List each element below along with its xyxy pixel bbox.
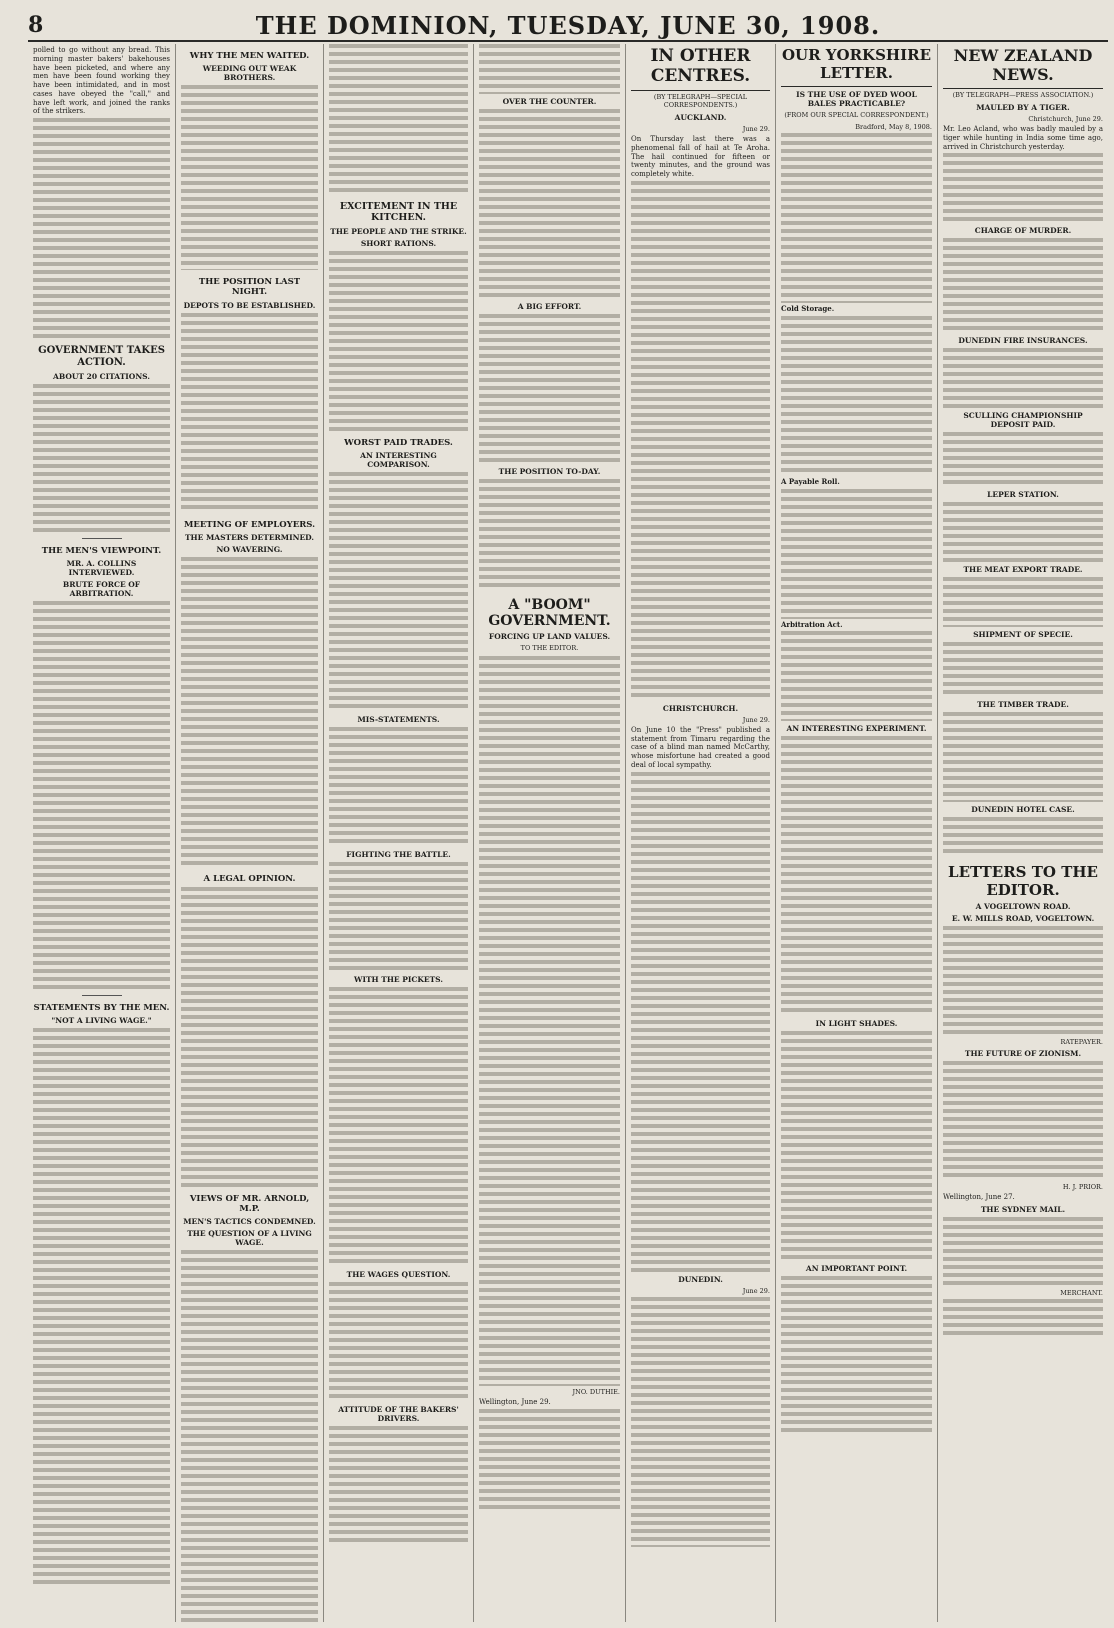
dateline: June 29. — [742, 125, 770, 133]
article-text — [943, 348, 1103, 408]
article-text — [33, 1028, 170, 1588]
article-lead: Mr. Leo Acland, who was badly mauled by a tiger while hunting in India some time ago, arrived in Christchurch yesterday. — [943, 125, 1103, 151]
headline: EXCITEMENT IN THE KITCHEN. — [339, 201, 458, 224]
article-text — [631, 772, 770, 1272]
headline: THE POSITION LAST NIGHT. — [198, 277, 301, 298]
column-7 — [938, 44, 1108, 1622]
subheading: THE TIMBER TRADE. — [977, 700, 1069, 710]
byline: (BY TELEGRAPH—PRESS ASSOCIATION.) — [952, 91, 1094, 99]
subheading: THE MEAT EXPORT TRADE. — [963, 565, 1083, 575]
article-text — [479, 109, 620, 299]
article-text — [479, 314, 620, 464]
dateline: Christchurch, June 29. — [1028, 115, 1103, 123]
dateline: Wellington, June 27. — [943, 1193, 1015, 1202]
article-text — [329, 44, 468, 194]
headline: GOVERNMENT TAKES ACTION. — [38, 345, 165, 368]
article-text — [479, 1409, 620, 1509]
headline: WORST PAID TRADES. — [344, 437, 453, 448]
dateline: Bradford, May 8, 1908. — [855, 123, 932, 131]
subheading: NO WAVERING. — [216, 544, 283, 554]
article-text — [329, 727, 468, 847]
article-text — [329, 1426, 468, 1546]
subheading: Cold Storage. — [781, 304, 835, 313]
article-text — [781, 631, 932, 721]
article-text — [781, 316, 932, 476]
article-text — [479, 479, 620, 589]
headline: STATEMENTS BY THE MEN. — [33, 1003, 170, 1014]
subheading: IN LIGHT SHADES. — [815, 1019, 898, 1029]
subheading: SCULLING CHAMPIONSHIP DEPOSIT PAID. — [963, 411, 1083, 430]
subheading: MEN'S TACTICS CONDEMNED. — [183, 1217, 316, 1227]
article-lead: On June 10 the "Press" published a statement from Timaru regarding the case of a blind man named McCarthy, whose misfortune had created a good deal of local sympathy. — [631, 725, 770, 769]
subheading: BRUTE FORCE OF ARBITRATION. — [62, 580, 141, 599]
subheading: THE POSITION TO-DAY. — [498, 467, 601, 476]
subheading: THE SYDNEY MAIL. — [980, 1205, 1066, 1214]
section-headline: OUR YORKSHIRE LETTER. — [781, 44, 932, 87]
subheading: DUNEDIN HOTEL CASE. — [971, 805, 1075, 815]
subheading: THE WAGES QUESTION. — [346, 1269, 451, 1279]
headline: A LEGAL OPINION. — [203, 873, 296, 884]
article-text — [329, 1282, 468, 1402]
article-text — [479, 656, 620, 1386]
subheading: Arbitration Act. — [781, 619, 843, 629]
column-4 — [474, 44, 626, 1622]
article-text — [181, 85, 318, 270]
subheading: AN INTERESTING COMPARISON. — [360, 450, 437, 469]
article-text — [943, 712, 1103, 802]
subheading: OVER THE COUNTER. — [502, 97, 597, 106]
article-text — [329, 987, 468, 1267]
subheading: LEPER STATION. — [987, 490, 1059, 500]
subheading: TO THE EDITOR. — [520, 644, 579, 652]
article-text — [943, 817, 1103, 857]
column-1 — [28, 44, 176, 1622]
subheading: DUNEDIN FIRE INSURANCES. — [958, 336, 1088, 346]
article-text — [33, 118, 170, 338]
subheading: SHIPMENT OF SPECIE. — [973, 630, 1073, 640]
subheading: ABOUT 20 CITATIONS. — [53, 372, 150, 381]
article-text — [943, 926, 1103, 1036]
subheading: IS THE USE OF DYED WOOL BALES PRACTICABLE? — [796, 90, 917, 108]
byline: (BY TELEGRAPH—SPECIAL CORRESPONDENTS.) — [653, 93, 748, 109]
article-text — [781, 1031, 932, 1261]
article-text — [943, 642, 1103, 697]
article-text — [479, 44, 620, 94]
headline: THE MEN'S VIEWPOINT. — [41, 546, 162, 556]
article-text — [631, 181, 770, 701]
article-text — [181, 1250, 318, 1622]
article-text — [181, 313, 318, 513]
subheading: MAULED BY A TIGER. — [976, 103, 1070, 112]
subheading: THE FUTURE OF ZIONISM. — [964, 1049, 1082, 1059]
article-text — [181, 887, 318, 1187]
article-text — [329, 251, 468, 431]
headline: WHY THE MEN WAITED. — [189, 51, 310, 61]
section-headline: IN OTHER CENTRES. — [631, 44, 770, 91]
article-text — [943, 153, 1103, 223]
article-text — [943, 1299, 1103, 1339]
article-text — [33, 601, 170, 991]
byline: (FROM OUR SPECIAL CORRESPONDENT.) — [784, 111, 929, 119]
headline: MEETING OF EMPLOYERS. — [183, 519, 316, 530]
newspaper-title: THE DOMINION, TUESDAY, JUNE 30, 1908. — [255, 10, 881, 40]
column-6 — [776, 44, 938, 1622]
article-text — [631, 1297, 770, 1547]
subheading: WEEDING OUT WEAK BROTHERS. — [202, 64, 297, 83]
dateline: Wellington, June 29. — [479, 1398, 551, 1406]
subheading: A Payable Roll. — [781, 476, 840, 486]
subheading: MIS-STATEMENTS. — [357, 714, 440, 724]
article-lead: On Thursday last there was a phenomenal fall of hail at Te Aroha. The hail continued for fifteen or twenty minutes, and the ground was completely white. — [631, 135, 770, 178]
signature: JNO. DUTHIE. — [572, 1388, 620, 1396]
article-text — [781, 133, 932, 303]
subheading: THE PEOPLE AND THE STRIKE. — [330, 226, 467, 236]
subheading: FIGHTING THE BATTLE. — [346, 849, 451, 859]
subheading: CHARGE OF MURDER. — [974, 226, 1072, 236]
subheading: E. W. MILLS ROAD, VOGELTOWN. — [951, 914, 1095, 924]
article-text — [329, 472, 468, 712]
column-2 — [176, 44, 324, 1622]
article-text — [33, 384, 170, 534]
article-text — [943, 1061, 1103, 1181]
section-headline: LETTERS TO THE EDITOR. — [948, 863, 1098, 900]
subheading: AUCKLAND. — [674, 113, 727, 122]
subheading: AN IMPORTANT POINT. — [805, 1264, 908, 1274]
page-number: 8 — [28, 12, 44, 38]
subheading: CHRISTCHURCH. — [662, 703, 739, 713]
subheading: "NOT A LIVING WAGE." — [51, 1016, 152, 1026]
signature: H. J. PRIOR. — [1062, 1183, 1103, 1192]
subheading: AN INTERESTING EXPERIMENT. — [786, 724, 927, 734]
subheading: DEPOTS TO BE ESTABLISHED. — [183, 300, 316, 310]
article-text — [943, 432, 1103, 487]
subheading: A VOGELTOWN ROAD. — [975, 902, 1071, 912]
headline: A "BOOM" GOVERNMENT. — [488, 597, 611, 629]
signature: RATEPAYER. — [1060, 1038, 1103, 1047]
subheading: ATTITUDE OF THE BAKERS' DRIVERS. — [338, 1404, 459, 1423]
subheading: MR. A. COLLINS INTERVIEWED. — [66, 559, 137, 578]
article-text — [181, 557, 318, 867]
article-text — [943, 577, 1103, 627]
dateline: June 29. — [742, 715, 770, 724]
article-text — [329, 862, 468, 972]
article-text — [943, 502, 1103, 562]
subheading: THE MASTERS DETERMINED. — [184, 532, 315, 542]
subheading: FORCING UP LAND VALUES. — [488, 632, 611, 641]
subheading: SHORT RATIONS. — [360, 238, 437, 248]
dateline: June 29. — [742, 1286, 770, 1295]
subheading: DUNEDIN. — [678, 1274, 723, 1284]
subheading: A BIG EFFORT. — [517, 302, 582, 311]
subheading: WITH THE PICKETS. — [354, 974, 443, 984]
subheading: THE QUESTION OF A LIVING WAGE. — [187, 1229, 312, 1248]
section-headline: NEW ZEALAND NEWS. — [943, 44, 1103, 89]
signature: MERCHANT. — [1060, 1289, 1103, 1297]
article-text — [781, 1276, 932, 1436]
masthead — [28, 10, 1108, 40]
headline: VIEWS OF MR. ARNOLD, M.P. — [189, 1193, 310, 1215]
article-lead: polled to go without any bread. This morning master bakers' bakehouses have been picketed, and where any men have been found working they have been intimidated, and in most cases have obeyed the "call," and have left work, and joined the ranks of the strikers. — [33, 46, 170, 116]
column-5 — [626, 44, 776, 1622]
masthead-rule — [28, 40, 1108, 42]
article-text — [943, 1217, 1103, 1287]
article-text — [781, 489, 932, 619]
article-text — [943, 238, 1103, 333]
columns — [28, 44, 1108, 1622]
column-3 — [324, 44, 474, 1622]
article-text — [781, 736, 932, 1016]
